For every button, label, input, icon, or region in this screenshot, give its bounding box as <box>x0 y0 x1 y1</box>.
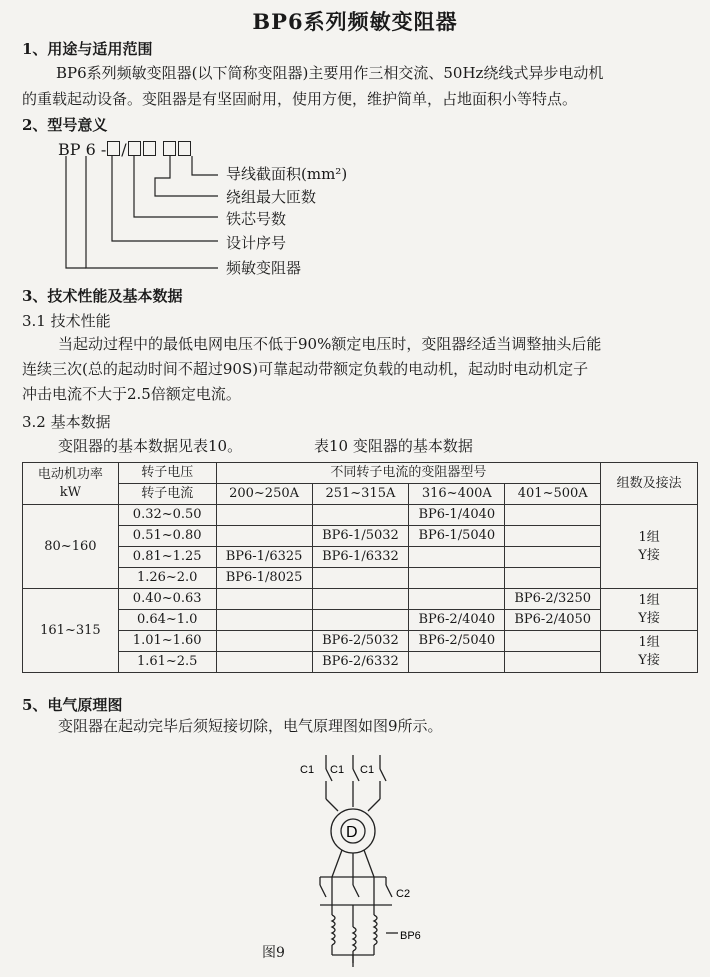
section-5-text: 变阻器在起动完毕后须短接切除，电气原理图如图9所示。 <box>58 717 443 735</box>
header-motor-power <box>23 463 119 505</box>
model-cell: BP6-1/8025 <box>216 568 312 589</box>
model-cell <box>409 589 505 610</box>
rotor-voltage-cell: 0.81~1.25 <box>118 547 216 568</box>
rotor-voltage-cell: 0.40~0.63 <box>118 589 216 610</box>
model-cell <box>312 610 409 631</box>
model-cell: BP6-1/6325 <box>216 547 312 568</box>
header-range: 200~250A <box>216 484 312 505</box>
rotor-voltage-cell: 1.61~2.5 <box>118 652 216 673</box>
model-cell <box>505 652 601 673</box>
table-row <box>23 610 698 631</box>
motor-power-cell: 80~160 <box>23 505 119 589</box>
table-row <box>23 568 698 589</box>
header-rotor-voltage: 转子电压 <box>118 463 216 484</box>
c1-label-1: C1 <box>300 764 315 776</box>
model-cell: BP6-2/4040 <box>409 610 505 631</box>
model-cell <box>216 652 312 673</box>
connection-cell <box>601 631 698 673</box>
section-3-2-heading: 3.2 基本数据 <box>22 413 111 431</box>
bp6-label: BP6 <box>400 930 421 942</box>
rotor-voltage-cell: 1.01~1.60 <box>118 631 216 652</box>
table-header-row <box>23 484 698 505</box>
model-cell: BP6-1/6332 <box>312 547 409 568</box>
header-rotor-current: 转子电流 <box>118 484 216 505</box>
table-row <box>23 526 698 547</box>
header-range: 251~315A <box>312 484 409 505</box>
model-cell <box>505 505 601 526</box>
model-cell: BP6-2/6332 <box>312 652 409 673</box>
model-cell <box>216 505 312 526</box>
figure-caption: 图9 <box>262 945 285 961</box>
model-cell <box>216 631 312 652</box>
model-cell <box>409 568 505 589</box>
model-cell: BP6-1/5040 <box>409 526 505 547</box>
table-row <box>23 589 698 610</box>
model-cell: BP6-1/5032 <box>312 526 409 547</box>
motor-power-cell: 161~315 <box>23 589 119 673</box>
section-1-line-1: BP6系列频敏变阻器(以下简称变阻器)主要用作三相交流、50Hz绕线式异步电动机 <box>56 64 604 82</box>
section-3-1-line-3: 冲击电流不大于2.5倍额定电流。 <box>22 385 241 403</box>
section-3-1-heading: 3.1 技术性能 <box>22 312 111 330</box>
model-cell <box>409 652 505 673</box>
section-2-heading: 2、型号意义 <box>22 116 108 134</box>
spec-table <box>22 462 698 673</box>
table-row <box>23 547 698 568</box>
rotor-voltage-cell: 0.32~0.50 <box>118 505 216 526</box>
model-cell <box>216 526 312 547</box>
connection-groups: 1组 <box>638 529 660 545</box>
table-intro: 变阻器的基本数据见表10。 <box>58 437 243 455</box>
section-1-line-2: 的重载起动设备。变阻器是有坚固耐用，使用方便，维护简单，占地面积小等特点。 <box>22 90 578 108</box>
rotor-voltage-cell: 1.26~2.0 <box>118 568 216 589</box>
model-cell <box>505 631 601 652</box>
model-cell <box>216 610 312 631</box>
rotor-voltage-cell: 0.51~0.80 <box>118 526 216 547</box>
model-cell <box>505 568 601 589</box>
schematic-diagram <box>280 755 450 977</box>
header-range: 401~500A <box>505 484 601 505</box>
table-row <box>23 652 698 673</box>
legend-design-number: 设计序号 <box>226 234 287 252</box>
table-caption: 表10 变阻器的基本数据 <box>314 437 473 455</box>
model-cell: BP6-1/4040 <box>409 505 505 526</box>
connection-groups: 1组 <box>638 634 660 650</box>
model-cell: BP6-2/5040 <box>409 631 505 652</box>
legend-fm-resistor: 频敏变阻器 <box>226 259 302 277</box>
section-3-1-line-1: 当起动过程中的最低电网电压不低于90%额定电压时，变阻器经适当调整抽头后能 <box>58 335 602 353</box>
table-row <box>23 631 698 652</box>
model-cell <box>312 505 409 526</box>
table-header-row <box>23 463 698 484</box>
c1-label-3: C1 <box>360 764 375 776</box>
page-title: BP6系列频敏变阻器 <box>252 9 458 34</box>
model-cell <box>505 547 601 568</box>
model-leader-lines <box>0 0 710 300</box>
header-connection: 组数及接法 <box>601 463 698 505</box>
connection-type: Y接 <box>638 610 660 626</box>
model-cell <box>505 526 601 547</box>
c2-label: C2 <box>396 888 411 900</box>
header-motor-power-unit: kW <box>59 484 82 500</box>
model-separator: / <box>121 140 127 159</box>
connection-type: Y接 <box>638 547 660 563</box>
connection-type: Y接 <box>638 652 660 668</box>
connection-cell <box>601 589 698 631</box>
c1-label-2: C1 <box>330 764 345 776</box>
model-cell <box>409 547 505 568</box>
header-motor-power-label: 电动机功率 <box>37 466 103 482</box>
model-cell <box>312 568 409 589</box>
model-cell: BP6-2/3250 <box>505 589 601 610</box>
rotor-voltage-cell: 0.64~1.0 <box>118 610 216 631</box>
model-cell <box>216 589 312 610</box>
legend-core-number: 铁芯号数 <box>226 210 287 228</box>
model-cell: BP6-2/5032 <box>312 631 409 652</box>
legend-wire-section: 导线截面积(mm²) <box>226 165 348 183</box>
section-3-heading: 3、技术性能及基本数据 <box>22 287 183 305</box>
model-cell: BP6-2/4050 <box>505 610 601 631</box>
connection-cell <box>601 505 698 589</box>
section-5-heading: 5、电气原理图 <box>22 696 123 714</box>
model-cell <box>312 589 409 610</box>
model-prefix: BP 6 - <box>58 140 107 159</box>
legend-max-turns: 绕组最大匝数 <box>226 188 317 206</box>
table-row <box>23 505 698 526</box>
section-1-heading: 1、用途与适用范围 <box>22 40 153 58</box>
header-range: 316~400A <box>409 484 505 505</box>
header-model-group: 不同转子电流的变阻器型号 <box>216 463 601 484</box>
section-3-1-line-2: 连续三次(总的起动时间不超过90S)可靠起动带额定负载的电动机，起动时电动机定子 <box>22 360 589 378</box>
motor-label: D <box>346 824 358 841</box>
connection-groups: 1组 <box>638 592 660 608</box>
